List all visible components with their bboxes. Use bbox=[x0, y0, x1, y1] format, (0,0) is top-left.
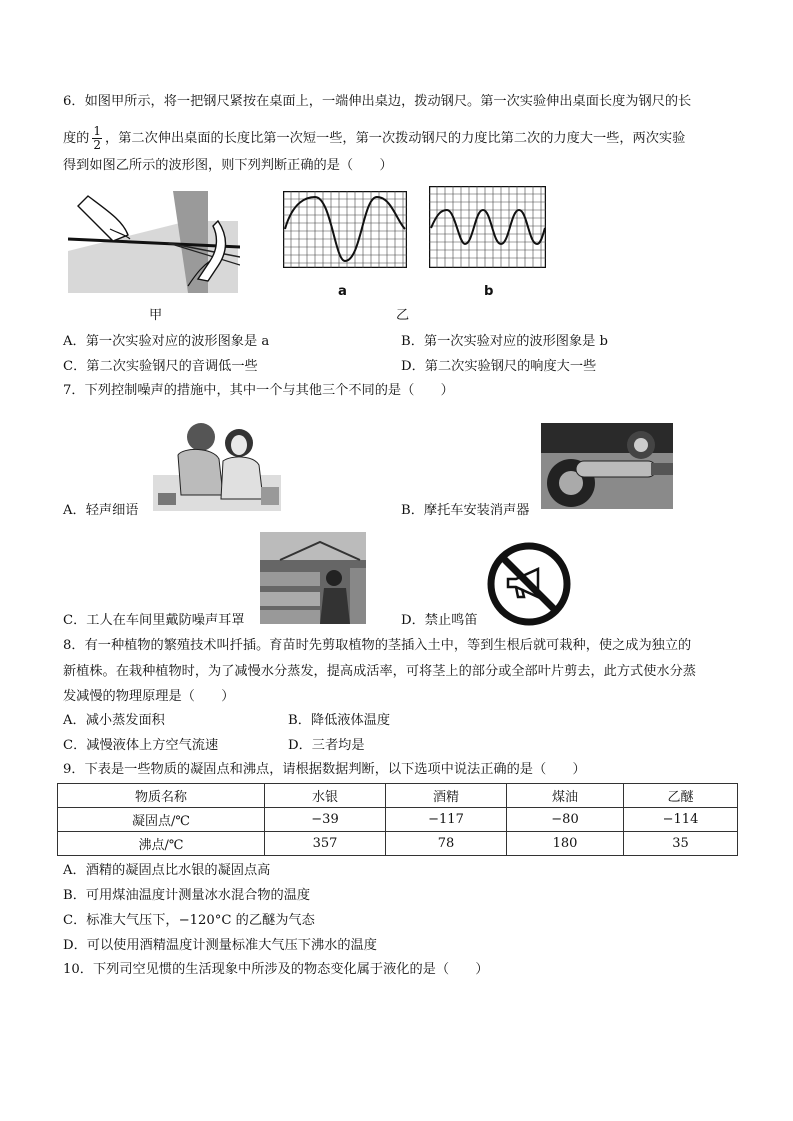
q7-option-a: A．轻声细语 bbox=[63, 503, 139, 518]
q6-stem-line2 bbox=[63, 125, 685, 152]
table-cell: 180 bbox=[507, 832, 624, 856]
table-cell: −114 bbox=[624, 808, 738, 832]
q7-stem: 7．下列控制噪声的措施中，其中一个与其他三个不同的是（ ） bbox=[63, 383, 454, 398]
motorcycle-muffler-photo bbox=[541, 423, 673, 509]
q6-option-b: B．第一次实验对应的波形图象是 b bbox=[401, 334, 608, 349]
waveform-a-graph bbox=[283, 191, 407, 268]
q9-option-d: D．可以使用酒精温度计测量标准大气压下沸水的温度 bbox=[63, 938, 377, 953]
q8-option-c: C．减慢液体上方空气流速 bbox=[63, 738, 219, 753]
q9-option-c: C．标准大气压下，−120°C 的乙醚为气态 bbox=[63, 913, 315, 928]
table-cell: 357 bbox=[265, 832, 386, 856]
q8-stem-line1: 8．有一种植物的繁殖技术叫扦插。育苗时先剪取植物的茎插入土中，等到生根后就可栽种，使之成为独立的 bbox=[63, 638, 692, 653]
q7-option-b: B．摩托车安装消声器 bbox=[401, 503, 530, 518]
label-yi: 乙 bbox=[396, 308, 410, 323]
q7-option-c: C．工人在车间里戴防噪声耳罩 bbox=[63, 613, 245, 628]
table-cell: 35 bbox=[624, 832, 738, 856]
q6-stem-line1: 6．如图甲所示，将一把钢尺紧按在桌面上，一端伸出桌边，拨动钢尺。第一次实验伸出桌面长度为钢尺的长 bbox=[63, 94, 692, 109]
ruler-on-desk-figure bbox=[68, 191, 240, 293]
table-header-cell: 酒精 bbox=[386, 784, 507, 808]
table-cell: −117 bbox=[386, 808, 507, 832]
table-row bbox=[58, 832, 738, 856]
fraction-denominator: 2 bbox=[93, 138, 102, 152]
whispering-photo bbox=[153, 415, 281, 511]
q6-option-c: C．第二次实验钢尺的音调低一些 bbox=[63, 359, 258, 374]
q8-option-a: A．减小蒸发面积 bbox=[63, 713, 165, 728]
q6-option-a: A．第一次实验对应的波形图象是 a bbox=[63, 334, 270, 349]
q9-stem: 9．下表是一些物质的凝固点和沸点，请根据数据判断，以下选项中说法正确的是（ ） bbox=[63, 762, 586, 777]
q6-stem-line2-post: ，第二次伸出桌面的长度比第一次短一些，第一次拨动钢尺的力度比第二次的力度大一些，两次实验 bbox=[105, 131, 686, 146]
table-header-cell: 水银 bbox=[265, 784, 386, 808]
table-row bbox=[58, 808, 738, 832]
table-header-row bbox=[58, 784, 738, 808]
no-honking-sign-icon bbox=[486, 541, 572, 627]
q8-option-d: D．三者均是 bbox=[288, 738, 365, 753]
freezing-boiling-point-table bbox=[57, 783, 738, 856]
factory-workshop-photo bbox=[260, 532, 366, 624]
q7-option-d: D．禁止鸣笛 bbox=[401, 613, 478, 628]
q8-stem-line2: 新植株。在栽种植物时，为了减慢水分蒸发，提高成活率，可将茎上的部分或全部叶片剪去，此方式使水分蒸 bbox=[63, 664, 696, 679]
q8-stem-line3: 发减慢的物理原理是（ ） bbox=[63, 689, 235, 704]
table-cell: 78 bbox=[386, 832, 507, 856]
table-header-cell: 物质名称 bbox=[58, 784, 265, 808]
q9-option-b: B．可用煤油温度计测量冰水混合物的温度 bbox=[63, 888, 311, 903]
table-header-cell: 乙醚 bbox=[624, 784, 738, 808]
table-cell: 凝固点/℃ bbox=[58, 808, 265, 832]
table-cell: −39 bbox=[265, 808, 386, 832]
q9-option-a: A．酒精的凝固点比水银的凝固点高 bbox=[63, 863, 271, 878]
q6-stem-line2-pre: 度的 bbox=[63, 131, 90, 146]
q6-option-d: D．第二次实验钢尺的响度大一些 bbox=[401, 359, 597, 374]
waveform-b-graph bbox=[429, 186, 546, 268]
fraction-numerator: 1 bbox=[93, 124, 102, 138]
label-a: a bbox=[338, 284, 347, 299]
table-cell: −80 bbox=[507, 808, 624, 832]
label-jia: 甲 bbox=[149, 308, 163, 323]
fraction-one-half bbox=[92, 125, 102, 152]
table-header-cell: 煤油 bbox=[507, 784, 624, 808]
label-b: b bbox=[484, 284, 494, 299]
q10-stem: 10．下列司空见惯的生活现象中所涉及的物态变化属于液化的是（ ） bbox=[63, 962, 489, 977]
q6-stem-line3: 得到如图乙所示的波形图，则下列判断正确的是（ ） bbox=[63, 158, 393, 173]
table-cell: 沸点/℃ bbox=[58, 832, 265, 856]
q8-option-b: B．降低液体温度 bbox=[288, 713, 391, 728]
